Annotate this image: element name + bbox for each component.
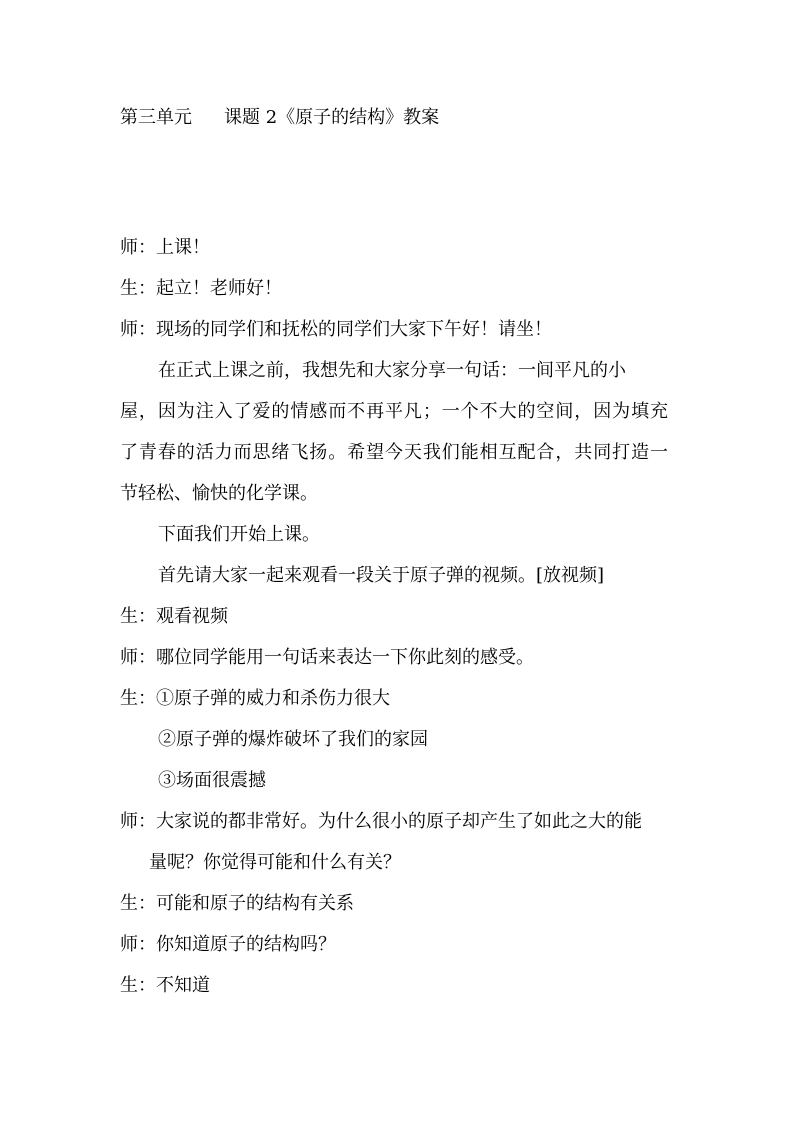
speaker-label: 生： xyxy=(120,975,156,996)
dialogue-line xyxy=(120,924,668,965)
answer-line xyxy=(120,760,668,801)
dialogue-text: ①原子弹的威力和杀伤力很大 xyxy=(156,688,390,709)
dialogue-line xyxy=(120,596,668,637)
dialogue-text: 现场的同学们和抚松的同学们大家下午好！请坐！ xyxy=(156,319,552,340)
dialogue-line xyxy=(120,801,668,842)
speaker-label: 师： xyxy=(120,237,156,258)
dialogue-text: 哪位同学能用一句话来表达一下你此刻的感受。 xyxy=(156,647,534,668)
dialogue-text: 不知道 xyxy=(156,975,210,996)
unit-label: 第三单元 xyxy=(120,107,192,128)
paragraph-line xyxy=(120,391,668,432)
paragraph-text: 了青春的活力而思绪飞扬。希望今天我们能相互配合，共同打造一 xyxy=(120,442,668,463)
dialogue-text: 可能和原子的结构有关系 xyxy=(156,893,354,914)
dialogue-line xyxy=(120,309,668,350)
dialogue-text: 观看视频 xyxy=(156,606,228,627)
paragraph-line xyxy=(120,350,668,391)
paragraph-text: 下面我们开始上课。 xyxy=(158,524,320,545)
dialogue-text: 上课！ xyxy=(156,237,210,258)
speaker-label: 生： xyxy=(120,278,156,299)
paragraph-line xyxy=(120,432,668,473)
speaker-label: 师： xyxy=(120,934,156,955)
paragraph-text: 首先请大家一起来观看一段关于原子弹的视频。[放视频] xyxy=(158,565,605,586)
speaker-label: 师： xyxy=(120,647,156,668)
paragraph-line xyxy=(120,514,668,555)
speaker-label: 生： xyxy=(120,606,156,627)
answer-text: ③场面很震撼 xyxy=(158,770,266,791)
continuation-text: 量呢？你觉得可能和什么有关？ xyxy=(149,852,401,873)
lesson-title: 课题 2《原子的结构》教案 xyxy=(224,107,440,128)
paragraph-text: 节轻松、愉快的化学课。 xyxy=(120,483,318,504)
dialogue-line xyxy=(120,227,668,268)
answer-text: ②原子弹的爆炸破坏了我们的家园 xyxy=(158,729,428,750)
dialogue-text: 你知道原子的结构吗？ xyxy=(156,934,336,955)
dialogue-line xyxy=(120,883,668,924)
paragraph-line xyxy=(120,473,668,514)
document-title xyxy=(120,106,439,130)
paragraph-text: 屋，因为注入了爱的情感而不再平凡；一个不大的空间，因为填充 xyxy=(120,401,668,422)
speaker-label: 生： xyxy=(120,688,156,709)
answer-line xyxy=(120,719,668,760)
dialogue-line xyxy=(120,268,668,309)
lesson-transcript xyxy=(120,227,668,1006)
speaker-label: 生： xyxy=(120,893,156,914)
dialogue-line xyxy=(120,678,668,719)
continuation-line xyxy=(120,842,668,883)
dialogue-line xyxy=(120,965,668,1006)
speaker-label: 师： xyxy=(120,811,156,832)
paragraph-text: 在正式上课之前，我想先和大家分享一句话：一间平凡的小 xyxy=(158,360,626,381)
paragraph-line xyxy=(120,555,668,596)
speaker-label: 师： xyxy=(120,319,156,340)
dialogue-line xyxy=(120,637,668,678)
dialogue-text: 起立！老师好！ xyxy=(156,278,282,299)
dialogue-text: 大家说的都非常好。为什么很小的原子却产生了如此之大的能 xyxy=(156,811,642,832)
